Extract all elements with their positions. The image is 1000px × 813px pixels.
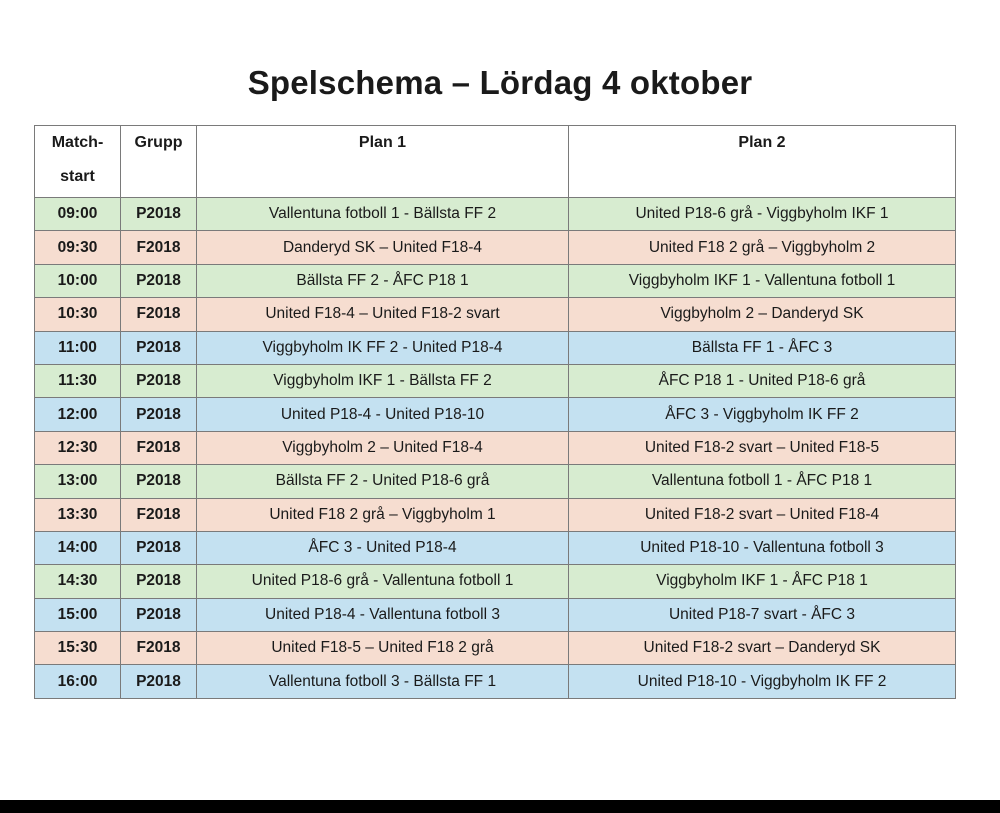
header-plan1: Plan 1 [197, 126, 569, 198]
plan1-match-cell: United P18-4 - United P18-10 [197, 398, 569, 431]
plan2-match-cell: Bällsta FF 1 - ÅFC 3 [569, 331, 956, 364]
group-cell: P2018 [121, 331, 197, 364]
schedule-table [34, 125, 956, 699]
plan1-match-cell: Bällsta FF 2 - United P18-6 grå [197, 465, 569, 498]
time-cell: 14:00 [35, 531, 121, 564]
time-cell: 13:30 [35, 498, 121, 531]
group-cell: F2018 [121, 231, 197, 264]
group-cell: P2018 [121, 665, 197, 698]
plan1-match-cell: Viggbyholm 2 – United F18-4 [197, 431, 569, 464]
time-cell: 12:30 [35, 431, 121, 464]
table-row [35, 598, 956, 631]
table-row [35, 565, 956, 598]
header-group: Grupp [121, 126, 197, 198]
plan2-match-cell: United P18-10 - Vallentuna fotboll 3 [569, 531, 956, 564]
time-cell: 09:30 [35, 231, 121, 264]
table-row [35, 665, 956, 698]
time-cell: 10:30 [35, 298, 121, 331]
table-row [35, 231, 956, 264]
plan1-match-cell: United F18 2 grå – Viggbyholm 1 [197, 498, 569, 531]
table-row [35, 398, 956, 431]
bottom-bar [0, 800, 1000, 813]
table-row [35, 198, 956, 231]
plan2-match-cell: United F18-2 svart – United F18-4 [569, 498, 956, 531]
time-cell: 09:00 [35, 198, 121, 231]
schedule-header [35, 126, 956, 198]
plan1-match-cell: Viggbyholm IK FF 2 - United P18-4 [197, 331, 569, 364]
header-matchstart [35, 126, 121, 198]
time-cell: 14:30 [35, 565, 121, 598]
group-cell: P2018 [121, 465, 197, 498]
plan1-match-cell: Bällsta FF 2 - ÅFC P18 1 [197, 264, 569, 297]
group-cell: P2018 [121, 264, 197, 297]
plan2-match-cell: Viggbyholm IKF 1 - ÅFC P18 1 [569, 565, 956, 598]
group-cell: P2018 [121, 198, 197, 231]
plan2-match-cell: United F18-2 svart – United F18-5 [569, 431, 956, 464]
plan1-match-cell: United F18-5 – United F18 2 grå [197, 632, 569, 665]
table-row [35, 465, 956, 498]
table-row [35, 431, 956, 464]
plan1-match-cell: Viggbyholm IKF 1 - Bällsta FF 2 [197, 364, 569, 397]
time-cell: 13:00 [35, 465, 121, 498]
plan1-match-cell: Vallentuna fotboll 1 - Bällsta FF 2 [197, 198, 569, 231]
header-matchstart-line1: Match- [51, 134, 104, 151]
header-row [35, 126, 956, 198]
plan2-match-cell: United F18-2 svart – Danderyd SK [569, 632, 956, 665]
plan1-match-cell: United F18-4 – United F18-2 svart [197, 298, 569, 331]
header-plan2: Plan 2 [569, 126, 956, 198]
plan2-match-cell: Viggbyholm 2 – Danderyd SK [569, 298, 956, 331]
page-title: Spelschema – Lördag 4 oktober [247, 64, 753, 101]
schedule-body [35, 198, 956, 699]
plan2-match-cell: United P18-10 - Viggbyholm IK FF 2 [569, 665, 956, 698]
table-row [35, 298, 956, 331]
table-row [35, 331, 956, 364]
plan2-match-cell: United F18 2 grå – Viggbyholm 2 [569, 231, 956, 264]
plan1-match-cell: United P18-6 grå - Vallentuna fotboll 1 [197, 565, 569, 598]
plan2-match-cell: ÅFC 3 - Viggbyholm IK FF 2 [569, 398, 956, 431]
group-cell: P2018 [121, 364, 197, 397]
table-row [35, 264, 956, 297]
group-cell: F2018 [121, 298, 197, 331]
time-cell: 10:00 [35, 264, 121, 297]
plan1-match-cell: Vallentuna fotboll 3 - Bällsta FF 1 [197, 665, 569, 698]
table-row [35, 531, 956, 564]
group-cell: F2018 [121, 431, 197, 464]
time-cell: 15:30 [35, 632, 121, 665]
time-cell: 11:00 [35, 331, 121, 364]
plan2-match-cell: United P18-6 grå - Viggbyholm IKF 1 [569, 198, 956, 231]
time-cell: 16:00 [35, 665, 121, 698]
group-cell: P2018 [121, 398, 197, 431]
plan1-match-cell: ÅFC 3 - United P18-4 [197, 531, 569, 564]
header-matchstart-line2: start [60, 168, 95, 185]
plan2-match-cell: ÅFC P18 1 - United P18-6 grå [569, 364, 956, 397]
group-cell: F2018 [121, 632, 197, 665]
group-cell: P2018 [121, 598, 197, 631]
table-row [35, 364, 956, 397]
time-cell: 12:00 [35, 398, 121, 431]
plan2-match-cell: United P18-7 svart - ÅFC 3 [569, 598, 956, 631]
table-row [35, 498, 956, 531]
group-cell: P2018 [121, 565, 197, 598]
table-row [35, 632, 956, 665]
plan1-match-cell: Danderyd SK – United F18-4 [197, 231, 569, 264]
group-cell: P2018 [121, 531, 197, 564]
group-cell: F2018 [121, 498, 197, 531]
plan1-match-cell: United P18-4 - Vallentuna fotboll 3 [197, 598, 569, 631]
plan2-match-cell: Vallentuna fotboll 1 - ÅFC P18 1 [569, 465, 956, 498]
time-cell: 11:30 [35, 364, 121, 397]
time-cell: 15:00 [35, 598, 121, 631]
plan2-match-cell: Viggbyholm IKF 1 - Vallentuna fotboll 1 [569, 264, 956, 297]
